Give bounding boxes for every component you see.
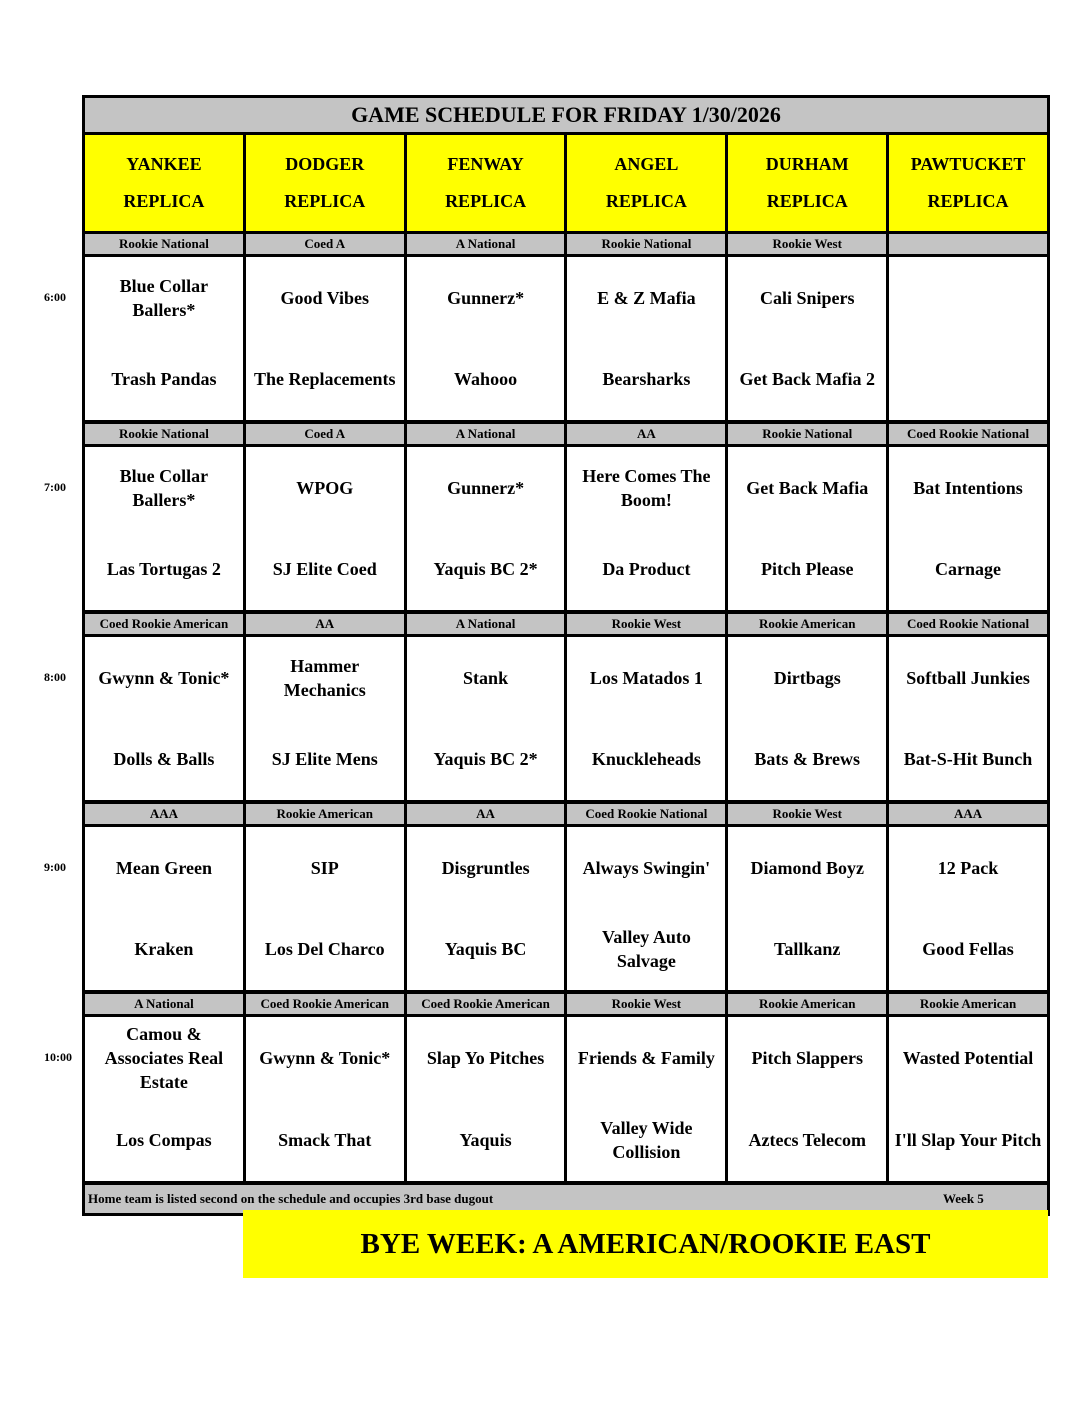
game-cell xyxy=(567,257,728,420)
field-subtitle: REPLICA xyxy=(284,191,366,211)
division-label: Rookie National xyxy=(85,234,246,254)
home-team: Aztecs Telecom xyxy=(748,1130,866,1150)
game-cell xyxy=(728,827,889,990)
game-cell xyxy=(889,447,1047,610)
game-cell xyxy=(246,637,407,800)
away-team: Friends & Family xyxy=(577,1048,715,1068)
time-slots xyxy=(85,234,1047,1185)
time-slot-row xyxy=(85,827,1047,994)
home-team: Wahooo xyxy=(454,369,518,390)
away-team: Camou & Associates Real Estate xyxy=(104,1024,224,1092)
away-team: Blue Collar Ballers* xyxy=(119,275,209,320)
home-team: Yaquis BC 2* xyxy=(433,559,538,580)
away-team: Cali Snipers xyxy=(759,287,855,308)
home-team: Bats & Brews xyxy=(754,749,861,770)
game-cell xyxy=(728,1017,889,1181)
field-column xyxy=(567,135,728,231)
away-team: Gwynn & Tonic* xyxy=(98,667,230,688)
home-team: Carnage xyxy=(935,559,1002,580)
division-label: Coed Rookie American xyxy=(407,994,568,1014)
division-label: Rookie American xyxy=(246,804,407,824)
home-team: Da Product xyxy=(602,559,691,580)
away-team: Gunnerz* xyxy=(447,477,525,498)
home-team: Trash Pandas xyxy=(111,369,217,390)
time-slot-row xyxy=(85,1017,1047,1185)
division-label: Rookie West xyxy=(728,804,889,824)
home-team: Bat-S-Hit Bunch xyxy=(903,749,1033,770)
division-label: Rookie American xyxy=(728,614,889,634)
away-team xyxy=(889,257,1047,339)
field-column xyxy=(85,135,246,231)
game-cell xyxy=(728,447,889,610)
away-team: Hammer Mechanics xyxy=(283,655,366,700)
field-column xyxy=(728,135,889,231)
game-cell xyxy=(889,257,1047,420)
home-team: Smack That xyxy=(278,1130,372,1150)
time-label: 6:00 xyxy=(44,290,66,304)
time-slot-row xyxy=(85,637,1047,804)
away-team: Gwynn & Tonic* xyxy=(259,1048,391,1068)
division-label: Rookie National xyxy=(85,424,246,444)
time-label: 8:00 xyxy=(44,670,66,684)
away-team: Wasted Potential xyxy=(902,1048,1034,1068)
field-column xyxy=(246,135,407,231)
schedule-footer xyxy=(85,1185,1047,1213)
division-row xyxy=(85,234,1047,257)
game-cell xyxy=(567,447,728,610)
division-label: Coed Rookie American xyxy=(246,994,407,1014)
division-label: Coed Rookie American xyxy=(85,614,246,634)
game-cell xyxy=(889,1017,1047,1181)
home-team: Valley Wide Collision xyxy=(600,1118,693,1162)
footer-note: Home team is listed second on the schedule and occupies 3rd base dugout xyxy=(88,1191,494,1206)
away-team: Gunnerz* xyxy=(447,287,525,308)
away-team: Here Comes The Boom! xyxy=(582,465,711,510)
game-cell xyxy=(728,637,889,800)
division-label: Rookie American xyxy=(728,994,889,1014)
game-cell xyxy=(246,257,407,420)
game-cell xyxy=(85,637,246,800)
division-label: A National xyxy=(407,614,568,634)
home-team: SJ Elite Coed xyxy=(272,559,377,580)
game-cell xyxy=(85,827,246,990)
home-team: Yaquis xyxy=(459,1130,512,1150)
schedule-table xyxy=(82,95,1050,1216)
game-cell xyxy=(407,257,568,420)
away-team: Get Back Mafia xyxy=(746,477,869,498)
division-label: A National xyxy=(407,424,568,444)
time-label: 9:00 xyxy=(44,860,66,874)
division-label: Rookie National xyxy=(728,424,889,444)
game-cell xyxy=(567,637,728,800)
home-team: I'll Slap Your Pitch xyxy=(894,1130,1042,1150)
away-team: Pitch Slappers xyxy=(751,1048,863,1068)
home-team: Pitch Please xyxy=(760,559,854,580)
division-label: AA xyxy=(407,804,568,824)
game-cell xyxy=(246,447,407,610)
game-cell xyxy=(85,447,246,610)
time-slot-row xyxy=(85,257,1047,424)
time-slot-row xyxy=(85,447,1047,614)
time-label: 7:00 xyxy=(44,480,66,494)
home-team: Tallkanz xyxy=(774,939,841,960)
away-team: Bat Intentions xyxy=(913,477,1023,498)
home-team: The Replacements xyxy=(254,369,396,390)
home-team: Get Back Mafia 2 xyxy=(739,369,875,390)
home-team: SJ Elite Mens xyxy=(271,749,378,770)
division-label: Rookie National xyxy=(567,234,728,254)
home-team: Yaquis BC xyxy=(444,939,527,960)
game-cell xyxy=(567,827,728,990)
field-subtitle: REPLICA xyxy=(927,191,1009,211)
division-label: A National xyxy=(85,994,246,1014)
division-row xyxy=(85,994,1047,1017)
away-team: Diamond Boyz xyxy=(750,857,864,878)
time-label: 10:00 xyxy=(44,1050,72,1064)
division-row xyxy=(85,424,1047,447)
home-team: Los Compas xyxy=(116,1130,212,1150)
away-team: Los Matados 1 xyxy=(589,667,703,688)
field-subtitle: REPLICA xyxy=(605,191,687,211)
away-team: 12 Pack xyxy=(937,857,999,878)
field-name: FENWAY xyxy=(447,154,524,174)
division-label: AAA xyxy=(85,804,246,824)
division-label: Coed Rookie National xyxy=(907,426,1030,441)
away-team: Disgruntles xyxy=(441,857,530,878)
division-row xyxy=(85,614,1047,637)
home-team: Kraken xyxy=(134,939,194,960)
field-name: DURHAM xyxy=(765,154,849,174)
game-cell xyxy=(407,1017,568,1181)
away-team: Slap Yo Pitches xyxy=(426,1048,545,1068)
field-name: PAWTUCKET xyxy=(910,154,1026,174)
division-row xyxy=(85,804,1047,827)
home-team: Las Tortugas 2 xyxy=(106,559,221,580)
home-team xyxy=(889,339,1047,421)
home-team: Dolls & Balls xyxy=(113,749,215,770)
away-team: WPOG xyxy=(296,477,354,498)
away-team: Stank xyxy=(463,667,509,688)
home-team: Los Del Charco xyxy=(264,939,385,960)
home-team: Good Fellas xyxy=(922,939,1014,960)
home-team: Bearsharks xyxy=(602,369,691,390)
home-team: Knuckleheads xyxy=(591,749,701,770)
schedule-title: GAME SCHEDULE FOR FRIDAY 1/30/2026 xyxy=(85,98,1047,135)
game-cell xyxy=(407,637,568,800)
division-label: Rookie American xyxy=(919,996,1017,1011)
field-subtitle: REPLICA xyxy=(766,191,848,211)
division-label: Rookie West xyxy=(567,994,728,1014)
game-cell xyxy=(889,637,1047,800)
division-label xyxy=(889,234,1047,254)
game-cell xyxy=(407,827,568,990)
away-team: Always Swingin' xyxy=(582,857,711,878)
division-label: Coed Rookie National xyxy=(567,804,728,824)
division-label: Rookie West xyxy=(567,614,728,634)
division-label: AAA xyxy=(953,806,983,821)
game-cell xyxy=(246,1017,407,1181)
division-label: AA xyxy=(567,424,728,444)
game-cell xyxy=(246,827,407,990)
game-cell xyxy=(85,257,246,420)
away-team: Mean Green xyxy=(115,857,212,878)
away-team: Dirtbags xyxy=(773,667,841,688)
home-team: Yaquis BC 2* xyxy=(433,749,538,770)
division-label: AA xyxy=(246,614,407,634)
away-team: Good Vibes xyxy=(280,287,369,308)
game-cell xyxy=(567,1017,728,1181)
field-subtitle: REPLICA xyxy=(123,191,205,211)
away-team: SIP xyxy=(310,857,339,878)
division-label: Coed Rookie National xyxy=(907,616,1030,631)
home-team: Valley Auto Salvage xyxy=(601,927,691,972)
field-column xyxy=(407,135,568,231)
game-cell xyxy=(889,827,1047,990)
division-label: Coed A xyxy=(246,424,407,444)
game-cell xyxy=(85,1017,246,1181)
field-header-row xyxy=(85,135,1047,234)
field-column xyxy=(889,135,1047,231)
away-team: Blue Collar Ballers* xyxy=(119,465,209,510)
field-subtitle: REPLICA xyxy=(445,191,527,211)
division-label: Rookie West xyxy=(728,234,889,254)
field-name: ANGEL xyxy=(614,154,679,174)
week-label: Week 5 xyxy=(943,1191,984,1206)
away-team: E & Z Mafia xyxy=(597,287,696,308)
field-name: YANKEE xyxy=(126,154,202,174)
game-cell xyxy=(407,447,568,610)
away-team: Softball Junkies xyxy=(906,667,1030,688)
field-name: DODGER xyxy=(285,154,365,174)
bye-week-banner: BYE WEEK: A AMERICAN/ROOKIE EAST xyxy=(243,1210,1048,1278)
game-cell xyxy=(728,257,889,420)
division-label: A National xyxy=(407,234,568,254)
division-label: Coed A xyxy=(246,234,407,254)
